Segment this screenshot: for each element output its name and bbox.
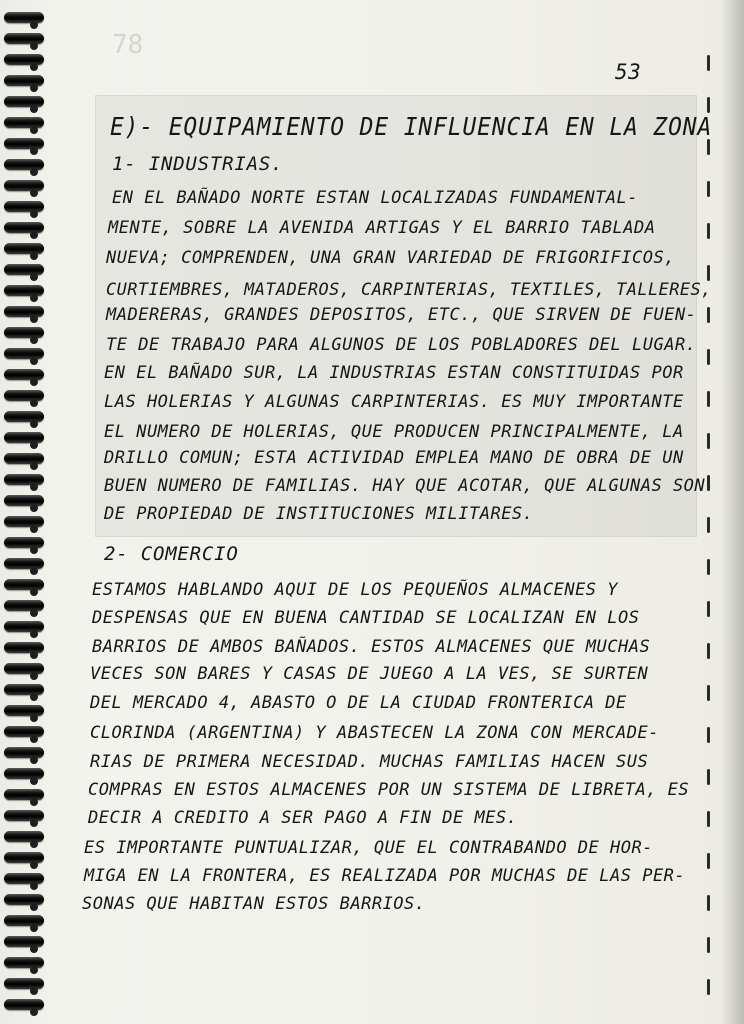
text-line: BUEN NUMERO DE FAMILIAS. HAY QUE ACOTAR, QUE ALGUNAS SON — [104, 476, 706, 496]
perforation-mark — [707, 895, 710, 911]
spiral-coil — [4, 453, 44, 464]
show-through-page-number: 78 — [112, 30, 144, 60]
spiral-coil — [4, 390, 44, 401]
spiral-coil — [4, 138, 44, 149]
text-line: BARRIOS DE AMBOS BAÑADOS. ESTOS ALMACENES QUE MUCHAS — [92, 637, 651, 657]
perforation-mark — [707, 55, 710, 71]
spiral-coil — [4, 747, 44, 758]
spiral-coil — [4, 306, 44, 317]
spiral-coil — [4, 684, 44, 695]
binding-hole — [30, 147, 38, 155]
text-line: ES IMPORTANTE PUNTUALIZAR, QUE EL CONTRABANDO DE HOR- — [84, 838, 653, 858]
binding-hole — [30, 819, 38, 827]
text-line: NUEVA; COMPRENDEN, UNA GRAN VARIEDAD DE FRIGORIFICOS, — [106, 248, 675, 268]
perforation-mark — [707, 979, 710, 995]
section-title-industrias: 1- INDUSTRIAS. — [112, 153, 284, 175]
spiral-coil — [4, 894, 44, 905]
text-line: DESPENSAS QUE EN BUENA CANTIDAD SE LOCALIZAN EN LOS — [92, 608, 640, 628]
spiral-coil — [4, 243, 44, 254]
binding-hole — [30, 420, 38, 428]
perforation-mark — [707, 433, 710, 449]
text-line: DE PROPIEDAD DE INSTITUCIONES MILITARES. — [104, 504, 534, 524]
binding-hole — [30, 378, 38, 386]
spiral-coil — [4, 789, 44, 800]
binding-hole — [30, 210, 38, 218]
binding-hole — [30, 231, 38, 239]
perforation-mark — [707, 223, 710, 239]
spiral-coil — [4, 978, 44, 989]
spiral-coil — [4, 810, 44, 821]
spiral-coil — [4, 264, 44, 275]
perforation-mark — [707, 181, 710, 197]
spiral-coil — [4, 33, 44, 44]
spiral-coil — [4, 579, 44, 590]
binding-hole — [30, 945, 38, 953]
binding-hole — [30, 987, 38, 995]
text-line: EN EL BAÑADO SUR, LA INDUSTRIAS ESTAN CONSTITUIDAS POR — [104, 363, 684, 383]
binding-hole — [30, 756, 38, 764]
spiral-coil — [4, 222, 44, 233]
perforation-mark — [707, 517, 710, 533]
page-right-edge — [720, 0, 744, 1024]
binding-hole — [30, 903, 38, 911]
text-line: DECIR A CREDITO A SER PAGO A FIN DE MES. — [88, 808, 518, 828]
binding-hole — [30, 84, 38, 92]
spiral-coil — [4, 663, 44, 674]
binding-hole — [30, 693, 38, 701]
spiral-coil — [4, 915, 44, 926]
page-number: 53 — [615, 60, 642, 84]
spiral-coil — [4, 369, 44, 380]
perforation-mark — [707, 349, 710, 365]
perforation-mark — [707, 475, 710, 491]
spiral-coil — [4, 159, 44, 170]
perforation-mark — [707, 937, 710, 953]
spiral-coil — [4, 642, 44, 653]
binding-hole — [30, 63, 38, 71]
spiral-coil — [4, 411, 44, 422]
binding-hole — [30, 105, 38, 113]
text-line: VECES SON BARES Y CASAS DE JUEGO A LA VES, SE SURTEN — [90, 664, 649, 684]
text-line: SONAS QUE HABITAN ESTOS BARRIOS. — [82, 894, 426, 914]
spiral-coil — [4, 957, 44, 968]
perforation-mark — [707, 727, 710, 743]
text-line: LAS HOLERIAS Y ALGUNAS CARPINTERIAS. ES MUY IMPORTANTE — [104, 392, 684, 412]
binding-hole — [30, 168, 38, 176]
perforation-mark — [707, 97, 710, 113]
spiral-coil — [4, 75, 44, 86]
binding-hole — [30, 966, 38, 974]
spiral-coil — [4, 873, 44, 884]
binding-hole — [30, 882, 38, 890]
binding-hole — [30, 546, 38, 554]
binding-hole — [30, 42, 38, 50]
binding-hole — [30, 777, 38, 785]
spiral-coil — [4, 621, 44, 632]
perforation-mark — [707, 769, 710, 785]
binding-hole — [30, 714, 38, 722]
text-line: MIGA EN LA FRONTERA, ES REALIZADA POR MUCHAS DE LAS PER- — [84, 866, 686, 886]
page-heading: E)- EQUIPAMIENTO DE INFLUENCIA EN LA ZONA — [110, 112, 713, 141]
text-line: TE DE TRABAJO PARA ALGUNOS DE LOS POBLADORES DEL LUGAR. — [106, 335, 697, 355]
binding-hole — [30, 1008, 38, 1016]
text-line: MENTE, SOBRE LA AVENIDA ARTIGAS Y EL BARRIO TABLADA — [108, 218, 656, 238]
binding-hole — [30, 273, 38, 281]
text-line: COMPRAS EN ESTOS ALMACENES POR UN SISTEMA DE LIBRETA, ES — [88, 780, 690, 800]
binding-hole — [30, 924, 38, 932]
binding-hole — [30, 798, 38, 806]
text-line: EL NUMERO DE HOLERIAS, QUE PRODUCEN PRINCIPALMENTE, LA — [104, 422, 684, 442]
spiral-coil — [4, 96, 44, 107]
binding-hole — [30, 441, 38, 449]
text-line: RIAS DE PRIMERA NECESIDAD. MUCHAS FAMILIAS HACEN SUS — [90, 752, 649, 772]
spiral-coil — [4, 117, 44, 128]
section-title-comercio: 2- COMERCIO — [104, 543, 239, 565]
spiral-coil — [4, 768, 44, 779]
binding-hole — [30, 21, 38, 29]
binding-hole — [30, 357, 38, 365]
spiral-coil — [4, 705, 44, 716]
spiral-coil — [4, 54, 44, 65]
perforation-mark — [707, 685, 710, 701]
text-line: DRILLO COMUN; ESTA ACTIVIDAD EMPLEA MANO DE OBRA DE UN — [104, 448, 684, 468]
binding-hole — [30, 651, 38, 659]
spiral-coil — [4, 474, 44, 485]
spiral-coil — [4, 432, 44, 443]
spiral-coil — [4, 852, 44, 863]
spiral-coil — [4, 285, 44, 296]
spiral-coil — [4, 327, 44, 338]
spiral-coil — [4, 495, 44, 506]
spiral-coil — [4, 348, 44, 359]
perforation-mark — [707, 139, 710, 155]
text-line: CURTIEMBRES, MATADEROS, CARPINTERIAS, TEXTILES, TALLERES, — [106, 280, 712, 300]
binding-hole — [30, 315, 38, 323]
perforation-mark — [707, 307, 710, 323]
binding-hole — [30, 126, 38, 134]
binding-hole — [30, 189, 38, 197]
binding-hole — [30, 861, 38, 869]
text-line: DEL MERCADO 4, ABASTO O DE LA CIUDAD FRONTERICA DE — [90, 693, 627, 713]
binding-hole — [30, 588, 38, 596]
perforation-mark — [707, 853, 710, 869]
perforation-mark — [707, 811, 710, 827]
perforation-mark — [707, 643, 710, 659]
binding-hole — [30, 252, 38, 260]
binding-hole — [30, 483, 38, 491]
binding-hole — [30, 672, 38, 680]
spiral-coil — [4, 558, 44, 569]
binding-hole — [30, 294, 38, 302]
binding-hole — [30, 630, 38, 638]
spiral-coil — [4, 201, 44, 212]
spiral-coil — [4, 600, 44, 611]
binding-hole — [30, 462, 38, 470]
binding-hole — [30, 525, 38, 533]
spiral-coil — [4, 726, 44, 737]
text-line: CLORINDA (ARGENTINA) Y ABASTECEN LA ZONA CON MERCADE- — [90, 723, 659, 743]
binding-hole — [30, 735, 38, 743]
spiral-coil — [4, 831, 44, 842]
perforation-mark — [707, 391, 710, 407]
spiral-coil — [4, 936, 44, 947]
perforation-mark — [707, 265, 710, 281]
text-line: ESTAMOS HABLANDO AQUI DE LOS PEQUEÑOS ALMACENES Y — [92, 580, 619, 600]
perforation-mark — [707, 559, 710, 575]
text-line: MADERERAS, GRANDES DEPOSITOS, ETC., QUE SIRVEN DE FUEN- — [106, 305, 697, 325]
binding-hole — [30, 336, 38, 344]
spiral-coil — [4, 999, 44, 1010]
spiral-coil — [4, 537, 44, 548]
binding-hole — [30, 567, 38, 575]
binding-hole — [30, 504, 38, 512]
binding-hole — [30, 840, 38, 848]
binding-hole — [30, 609, 38, 617]
spiral-coil — [4, 516, 44, 527]
spiral-coil — [4, 12, 44, 23]
spiral-binding — [0, 0, 50, 1024]
text-line: EN EL BAÑADO NORTE ESTAN LOCALIZADAS FUNDAMENTAL- — [112, 188, 639, 208]
perforation-mark — [707, 601, 710, 617]
spiral-coil — [4, 180, 44, 191]
binding-hole — [30, 399, 38, 407]
